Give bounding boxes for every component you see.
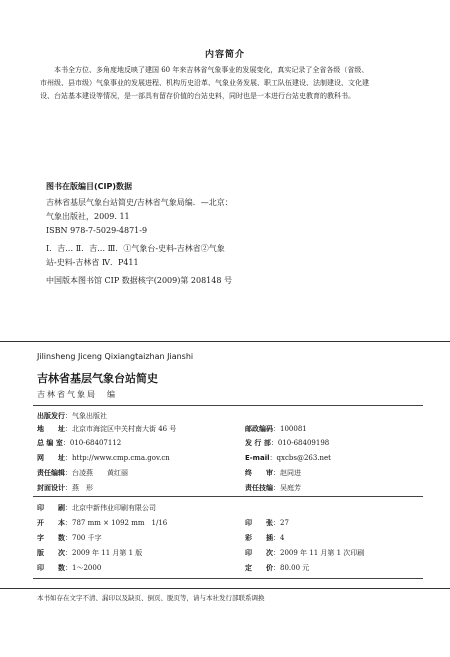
pub-value: ：100081 <box>273 425 307 433</box>
pubinfo-bottom-rule <box>33 578 423 579</box>
pub-label: 网 址 <box>37 454 65 462</box>
cip-line: 气象出版社，2009. 11 <box>46 212 130 221</box>
summary-paragraph <box>40 64 412 103</box>
pub-value: ：气象出版社 <box>65 412 107 420</box>
cip-heading: 图书在版编目(CIP)数据 <box>46 182 133 191</box>
summary-line: 设、台站基本建设等情况，是一部具有留存价值的台站史料，同时也是一本进行台站史教育的教科书。 <box>40 92 355 100</box>
pub-row-final-review <box>245 467 301 479</box>
pub-label: 封面设计 <box>37 484 65 492</box>
pub-row-print-run <box>37 562 101 574</box>
cip-line: 站-史料-吉林省 Ⅳ．P411 <box>46 258 139 267</box>
pub-value: ：台凌燕 黄红丽 <box>65 469 128 477</box>
pub-label: 印 张 <box>245 519 273 527</box>
book-pinyin: Jilinsheng Jiceng Qixiangtaizhan Jianshi <box>37 352 194 361</box>
pub-value: ：2009 年 11 月第 1 次印刷 <box>273 549 365 557</box>
pub-value: ：吴庭芳 <box>273 484 301 492</box>
pub-label: 定 价 <box>245 564 273 572</box>
pub-value: ：010-68407112 <box>62 439 122 447</box>
pubinfo-mid-rule <box>33 496 423 497</box>
cip-line: 吉林省基层气象台站简史/吉林省气象局编．—北京： <box>46 198 233 207</box>
pub-label: 彩 插 <box>245 534 273 542</box>
pub-label: 责任技编 <box>245 484 273 492</box>
pub-value: ：1～2000 <box>65 564 102 572</box>
pub-label: E-mail <box>245 454 270 462</box>
pub-value: ：787 mm × 1092 mm 1/16 <box>65 519 168 527</box>
pub-row-publisher <box>37 410 107 422</box>
footer-divider <box>0 588 450 589</box>
pub-label: 出版发行 <box>37 412 65 420</box>
pub-value: ：010-68409198 <box>270 439 330 447</box>
pub-label: 版 次 <box>37 549 65 557</box>
pub-value: ：4 <box>273 534 285 542</box>
cip-line: 中国版本图书馆 CIP 数据核字(2009)第 208148 号 <box>46 276 232 285</box>
pub-row-postcode <box>245 423 307 435</box>
pubinfo-top-rule <box>33 405 423 406</box>
pub-row-sales-dept <box>245 437 329 449</box>
pub-label: 责任编辑 <box>37 469 65 477</box>
book-author: 吉林省气象局 编 <box>37 390 117 399</box>
pub-row-format <box>37 517 167 529</box>
pub-row-website <box>37 452 170 464</box>
pub-row-price <box>245 562 309 574</box>
pub-value: ：2009 年 11 月第 1 版 <box>65 549 143 557</box>
pub-label: 印 刷 <box>37 504 65 512</box>
pub-value: ：http://www.cmp.cma.gov.cn <box>65 454 170 462</box>
pub-value: ：700 千字 <box>65 534 102 542</box>
summary-line: 市州级、县市级）气象事业的发展进程、机构历史沿革、气象业务发展、职工队伍建设、法制建设、文化建 <box>40 79 369 87</box>
pub-row-word-count <box>37 532 102 544</box>
pub-row-editors <box>37 467 128 479</box>
cip-line: ISBN 978-7-5029-4871-9 <box>46 226 148 235</box>
pub-label: 发 行 部 <box>245 439 271 447</box>
book-title: 吉林省基层气象台站简史 <box>37 372 158 385</box>
pub-row-edition <box>37 547 142 559</box>
pub-row-cover-design <box>37 482 93 494</box>
footer-note: 本书如存在文字不清、漏印以及缺页、倒页、脱页等，请与本社发行部联系调换 <box>37 594 265 602</box>
pub-value: ：qxcbs@263.net <box>269 454 331 462</box>
pub-label: 字 数 <box>37 534 65 542</box>
pub-label: 总 编 室 <box>37 439 63 447</box>
summary-title: 内容简介 <box>204 50 245 60</box>
pub-label: 开 本 <box>37 519 65 527</box>
pub-row-address <box>37 423 176 435</box>
pub-row-tech-editor <box>245 482 301 494</box>
section-divider <box>0 341 450 342</box>
pub-row-email <box>245 452 331 464</box>
pub-row-editorial-office <box>37 437 121 449</box>
pub-value: ：27 <box>273 519 289 527</box>
pub-label: 地 址 <box>37 425 65 433</box>
pub-value: ：北京中新伟业印刷有限公司 <box>65 504 156 512</box>
pub-label: 印 数 <box>37 564 65 572</box>
pub-label: 邮政编码 <box>245 425 273 433</box>
pub-value: ：80.00 元 <box>273 564 310 572</box>
pub-value: ：燕 形 <box>65 484 93 492</box>
pub-row-printer <box>37 502 156 514</box>
pub-label: 终 审 <box>245 469 273 477</box>
pub-row-sheets <box>245 517 289 529</box>
pub-value: ：北京市海淀区中关村南大街 46 号 <box>65 425 177 433</box>
pub-value: ：赵同进 <box>273 469 301 477</box>
pub-row-color-plates <box>245 532 284 544</box>
cip-line: Ⅰ．吉… Ⅱ．吉… Ⅲ．①气象台-史料-吉林省②气象 <box>46 244 225 253</box>
summary-line: 本书全方位、多角度地反映了建国 60 年来吉林省气象事业的发展变化，真实记录了全省各级（省级、 <box>54 66 369 74</box>
pub-row-impression <box>245 547 364 559</box>
pub-label: 印 次 <box>245 549 273 557</box>
cip-block <box>46 196 233 288</box>
